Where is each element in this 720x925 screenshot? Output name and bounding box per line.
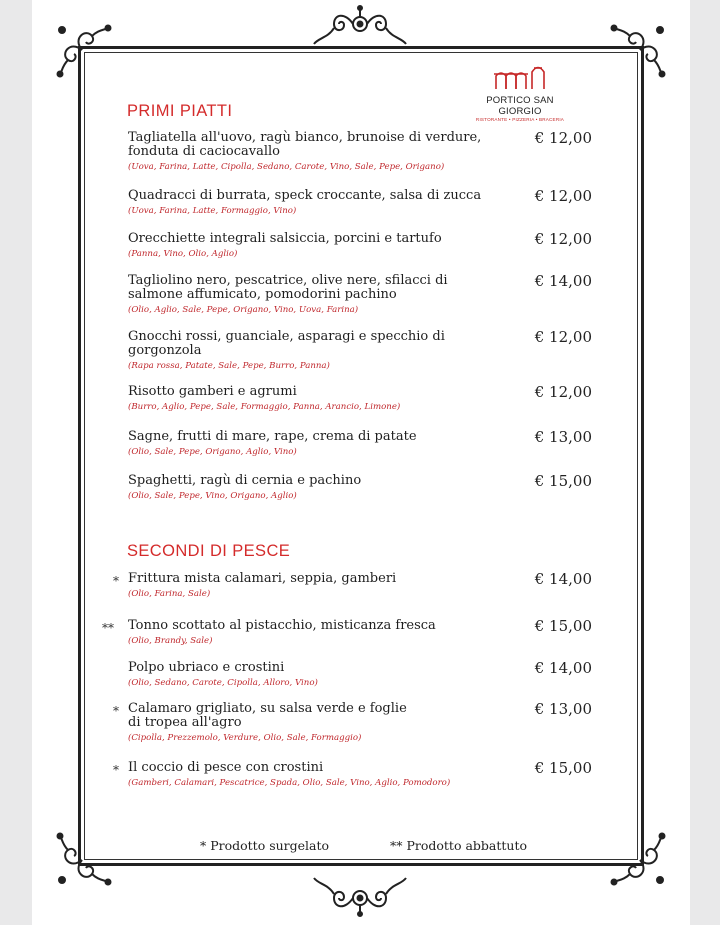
menu-item: [128, 572, 598, 599]
dish-price: € 12,00: [534, 129, 592, 147]
dish-ingredients: (Gamberi, Calamari, Pescatrice, Spada, Olio, Sale, Vino, Aglio, Pomodoro): [128, 778, 451, 788]
dish-name: Calamaro grigliato, su salsa verde e foglie di tropea all'agro: [128, 701, 407, 730]
dish-ingredients: (Rapa rossa, Patate, Sale, Pepe, Burro, Panna): [128, 361, 330, 371]
logo-name: PORTICO SAN GIORGIO: [486, 95, 554, 117]
dish-ingredients: (Olio, Sale, Pepe, Vino, Origano, Aglio): [128, 491, 297, 501]
dish-name: Orecchiette integrali salsiccia, porcini e tartufo: [128, 231, 442, 246]
dish-name: Frittura mista calamari, seppia, gamberi: [128, 571, 397, 586]
dish-name: Tagliolino nero, pescatrice, olive nere, sfilacci di salmone affumicato, pomodorini pachino: [128, 273, 448, 302]
dish-ingredients: (Panna, Vino, Olio, Aglio): [128, 249, 238, 259]
top-flourish-ornament: [300, 4, 420, 48]
dish-price: € 15,00: [534, 759, 592, 777]
dish-ingredients: (Olio, Sedano, Carote, Cipolla, Alloro, Vino): [128, 678, 318, 688]
frozen-marker: *: [113, 574, 119, 588]
bottom-flourish-ornament: [300, 874, 420, 918]
dish-ingredients: (Olio, Brandy, Sale): [128, 636, 213, 646]
dish-ingredients: (Olio, Aglio, Sale, Pepe, Origano, Vino, Uova, Farina): [128, 305, 359, 315]
dish-name: Tagliatella all'uovo, ragù bianco, brunoise di verdure, fonduta di caciocavallo: [128, 130, 482, 159]
menu-item: [128, 131, 598, 172]
dish-price: € 15,00: [534, 472, 592, 490]
dish-name: Il coccio di pesce con crostini: [128, 760, 324, 775]
menu-item: [128, 232, 598, 259]
dish-price: € 15,00: [534, 617, 592, 635]
dish-name: Spaghetti, ragù di cernia e pachino: [128, 473, 362, 488]
frozen-marker: *: [113, 763, 119, 777]
corner-ornament-bottom-left: [52, 830, 114, 890]
section-title-primi: PRIMI PIATTI: [127, 102, 233, 120]
portico-arch-icon: [492, 64, 548, 90]
menu-item: [128, 761, 598, 788]
menu-item: [128, 385, 598, 412]
dish-ingredients: (Olio, Farina, Sale): [128, 589, 211, 599]
dish-price: € 12,00: [534, 328, 592, 346]
menu-item: [128, 330, 598, 371]
dish-ingredients: (Olio, Sale, Pepe, Origano, Aglio, Vino): [128, 447, 297, 457]
dish-price: € 14,00: [534, 272, 592, 290]
dish-name: Polpo ubriaco e crostini: [128, 660, 285, 675]
dish-price: € 13,00: [534, 700, 592, 718]
dish-price: € 14,00: [534, 659, 592, 677]
legend-frozen: * Prodotto surgelato: [200, 838, 330, 853]
dish-price: € 12,00: [534, 187, 592, 205]
dish-ingredients: (Cipolla, Prezzemolo, Verdure, Olio, Sale, Formaggio): [128, 733, 362, 743]
dish-name: Gnocchi rossi, guanciale, asparagi e specchio di gorgonzola: [128, 329, 445, 358]
menu-item: [128, 430, 598, 457]
menu-item: [128, 702, 598, 743]
dish-name: Sagne, frutti di mare, rape, crema di patate: [128, 429, 417, 444]
menu-item: [128, 619, 598, 646]
blast-chilled-marker: **: [102, 621, 114, 635]
dish-ingredients: (Uova, Farina, Latte, Cipolla, Sedano, Carote, Vino, Sale, Pepe, Origano): [128, 162, 445, 172]
dish-name: Tonno scottato al pistacchio, misticanza fresca: [128, 618, 436, 633]
dish-ingredients: (Burro, Aglio, Pepe, Sale, Formaggio, Panna, Arancio, Limone): [128, 402, 401, 412]
menu-item: [128, 661, 598, 688]
frozen-marker: *: [113, 704, 119, 718]
dish-price: € 13,00: [534, 428, 592, 446]
restaurant-logo: [475, 64, 565, 122]
menu-item: [128, 189, 598, 216]
section-title-secondi: SECONDI DI PESCE: [127, 542, 291, 560]
dish-price: € 12,00: [534, 230, 592, 248]
dish-price: € 14,00: [534, 570, 592, 588]
menu-item: [128, 274, 598, 315]
corner-ornament-top-right: [608, 20, 670, 80]
corner-ornament-bottom-right: [608, 830, 670, 890]
dish-name: Risotto gamberi e agrumi: [128, 384, 297, 399]
logo-subtitle: RISTORANTE • PIZZERIA • BRACERIA: [475, 117, 565, 122]
menu-item: [128, 474, 598, 501]
dish-ingredients: (Uova, Farina, Latte, Formaggio, Vino): [128, 206, 297, 216]
legend-blast-chilled: ** Prodotto abbattuto: [390, 838, 528, 853]
dish-name: Quadracci di burrata, speck croccante, salsa di zucca: [128, 188, 482, 203]
dish-price: € 12,00: [534, 383, 592, 401]
corner-ornament-top-left: [52, 20, 114, 80]
